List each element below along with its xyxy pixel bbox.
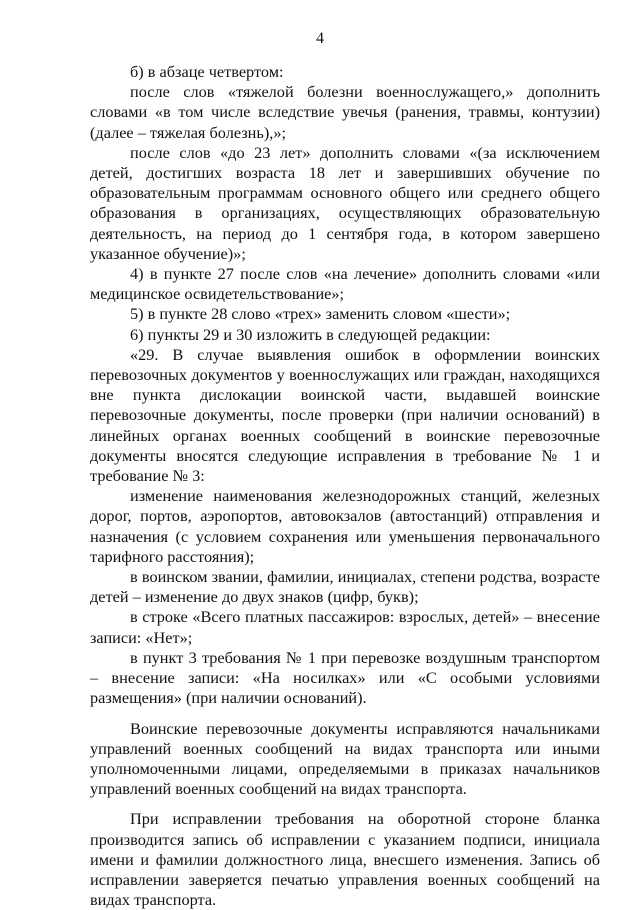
paragraph-illness-amendment: после слов «тяжелой болезни военнослужащего,» дополнить словами «в том числе вследствие увечья (ранения, травмы, контузии) (далее – тяжелая болезнь),»; <box>90 82 600 142</box>
paragraph-station-change: изменение наименования железнодорожных станций, железных дорог, портов, аэропортов, автовокзалов (автостанций) отправления и назначения (с условием сохранения или уменьшения первоначального тарифного расстояния); <box>90 486 600 566</box>
paragraph-rank-change: в воинском звании, фамилии, инициалах, степени родства, возрасте детей – изменение до двух знаков (цифр, букв); <box>90 567 600 607</box>
paragraph-intro-b: б) в абзаце четвертом: <box>130 62 284 81</box>
paragraph-passengers-line: в строке «Всего платных пассажиров: взрослых, детей» – внесение записи: «Нет»; <box>90 607 600 647</box>
paragraph-air-transport: в пункт 3 требования № 1 при перевозке воздушным транспортом – внесение записи: «На носилках» или «С особыми условиями размещения» (при наличии оснований). <box>90 647 600 708</box>
paragraph-clause-29: «29. В случае выявления ошибок в оформлении воинских перевозочных документов у военнослужащих или граждан, находящихся вне пункта дислокации воинской части, выдавшей воинские перевозочные документы, после проверки (при наличии оснований) в линейных органах военных сообщений в воинские перевозочные документы вносятся следующие исправления в требование № 1 и требование № 3: <box>90 344 600 486</box>
paragraph-correction-record: При исправлении требования на оборотной стороне бланка производится запись об исправлении с указанием подписи, инициала имени и фамилии должностного лица, внесшего изменения. Запись об исправлении заверяется печатью управления военных сообщений на видах транспорта. <box>90 809 600 910</box>
paragraph-item-5: 5) в пункте 28 слово «трех» заменить словом «шести»; <box>130 304 511 324</box>
document-body <box>90 62 600 910</box>
paragraph-item-4: 4) в пункте 27 после слов «на лечение» дополнить словами «или медицинское освидетельствование»; <box>90 264 600 304</box>
paragraph-age-amendment: после слов «до 23 лет» дополнить словами «(за исключением детей, достигших возраста 18 лет и завершивших обучение по образовательным программам основного общего или среднего общего образования в организациях, осуществляющих образовательную деятельность, на период до 1 сентября года, в котором завершено указанное обучение)»; <box>90 142 600 263</box>
paragraph-correction-authority: Воинские перевозочные документы исправляются начальниками управлений военных сообщений на видах транспорта или иными уполномоченными лицами, определяемыми в приказах начальников управлений военных сообщений на видах транспорта. <box>90 718 600 799</box>
page-number: 4 <box>316 30 324 47</box>
paragraph-item-6: 6) пункты 29 и 30 изложить в следующей редакции: <box>130 324 491 344</box>
